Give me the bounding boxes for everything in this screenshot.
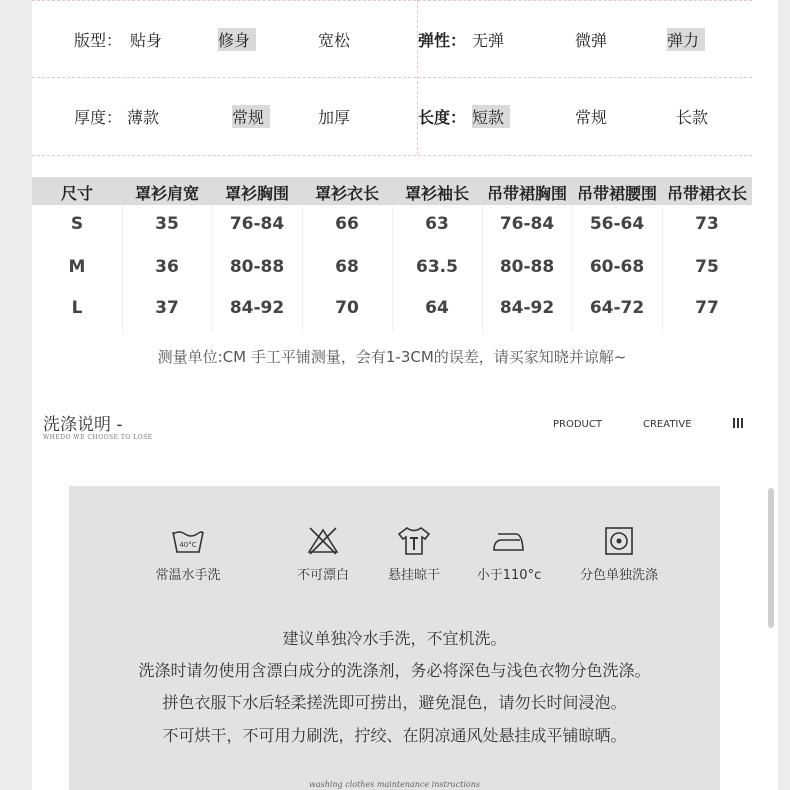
length-option: 长款 — [676, 108, 709, 127]
table-cell: 56-64 — [589, 214, 645, 234]
wash-icon-label: 小于110°c — [476, 568, 542, 583]
header-cell: 吊带裙胸围 — [486, 184, 567, 203]
instruction-line: 建议单独冷水手洗，不宜机洗。 — [282, 629, 507, 648]
size-cell: M — [68, 257, 86, 277]
thickness-label: 厚度： — [74, 108, 123, 127]
size-cell: L — [71, 298, 83, 318]
elasticity-label: 弹性： — [418, 31, 467, 50]
table-cell: 80-88 — [229, 257, 285, 277]
table-cell: 63.5 — [416, 257, 458, 277]
thickness-option: 薄款 — [127, 108, 160, 127]
table-cell: 68 — [335, 257, 359, 277]
attribute-row-fit — [32, 0, 752, 78]
instruction-line: 拼色衣服下水后轻柔搓洗即可捞出，避免混色，请勿长时间浸泡。 — [162, 693, 627, 712]
fit-option: 贴身 — [130, 31, 163, 50]
iron-icon — [492, 526, 526, 556]
table-cell: 66 — [335, 214, 359, 234]
product-detail-page — [32, 0, 778, 790]
elasticity-option-selected: 弹力 — [667, 28, 705, 51]
table-cell: 77 — [695, 298, 719, 318]
length-label: 长度： — [418, 108, 467, 127]
fit-option-selected: 修身 — [218, 28, 256, 51]
table-cell: 36 — [155, 257, 179, 277]
panel-footer: washing clothes maintenance instructions — [308, 780, 481, 789]
menu-icon — [733, 418, 743, 428]
elasticity-option: 无弹 — [472, 31, 505, 50]
header-cell: 吊带裙腰围 — [576, 184, 657, 203]
header-cell: 吊带裙衣长 — [666, 184, 747, 203]
wash-icon-label: 不可漂白 — [296, 568, 349, 583]
table-cell: 76-84 — [229, 214, 285, 234]
hand-wash-icon — [171, 526, 205, 556]
instruction-line: 洗涤时请勿使用含漂白成分的洗涤剂，务必将深色与浅色衣物分色洗涤。 — [138, 661, 651, 680]
nav-creative: CREATIVE — [643, 419, 692, 430]
divider — [417, 0, 418, 155]
wash-separately-icon — [602, 526, 636, 556]
size-table-header — [32, 177, 752, 205]
section-subtitle: WHEDO WE CHOOSE TO LOSE — [43, 434, 153, 441]
table-cell: 75 — [695, 257, 719, 277]
nav-product: PRODUCT — [553, 419, 602, 430]
thickness-option: 加厚 — [318, 108, 351, 127]
table-cell: 35 — [155, 214, 179, 234]
elasticity-option: 微弹 — [575, 31, 608, 50]
header-cell: 罩衫衣长 — [314, 184, 379, 203]
wash-icon-label: 悬挂晾干 — [387, 568, 440, 583]
divider — [32, 155, 752, 156]
table-cell: 84-92 — [229, 298, 285, 318]
no-bleach-icon — [306, 526, 340, 556]
fit-option: 宽松 — [318, 31, 351, 50]
table-cell: 64-72 — [589, 298, 645, 318]
thickness-option-selected: 常规 — [232, 105, 270, 128]
wash-icon-label: 常温水手洗 — [155, 568, 221, 583]
section-title: 洗涤说明 - — [43, 415, 123, 435]
table-cell: 63 — [425, 214, 449, 234]
measurement-note: 测量单位:CM 手工平铺测量，会有1-3CM的误差，请买家知晓并谅解~ — [157, 348, 627, 366]
table-cell: 73 — [695, 214, 719, 234]
temperature-text: 40°C — [179, 541, 197, 549]
size-cell: S — [70, 214, 84, 234]
instruction-line: 不可烘干，不可用力刷洗，拧绞、在阴凉通风处悬挂成平铺晾晒。 — [162, 726, 627, 745]
length-option-selected: 短款 — [472, 105, 510, 128]
table-cell: 76-84 — [499, 214, 555, 234]
wash-instructions-panel — [69, 486, 720, 790]
header-cell: 罩衫胸围 — [224, 184, 289, 203]
fit-label: 版型： — [74, 31, 123, 50]
length-option: 常规 — [575, 108, 608, 127]
table-cell: 60-68 — [589, 257, 645, 277]
table-cell: 70 — [335, 298, 359, 318]
table-cell: 64 — [425, 298, 449, 318]
scrollbar[interactable] — [768, 488, 774, 628]
table-cell: 84-92 — [499, 298, 555, 318]
wash-icon-label: 分色单独洗涤 — [579, 568, 658, 583]
header-cell: 罩衫袖长 — [404, 184, 469, 203]
header-cell: 尺寸 — [60, 184, 93, 203]
header-cell: 罩衫肩宽 — [134, 184, 199, 203]
hang-dry-icon — [397, 526, 431, 556]
table-cell: 37 — [155, 298, 179, 318]
table-cell: 80-88 — [499, 257, 555, 277]
attribute-row-thickness — [32, 77, 752, 155]
